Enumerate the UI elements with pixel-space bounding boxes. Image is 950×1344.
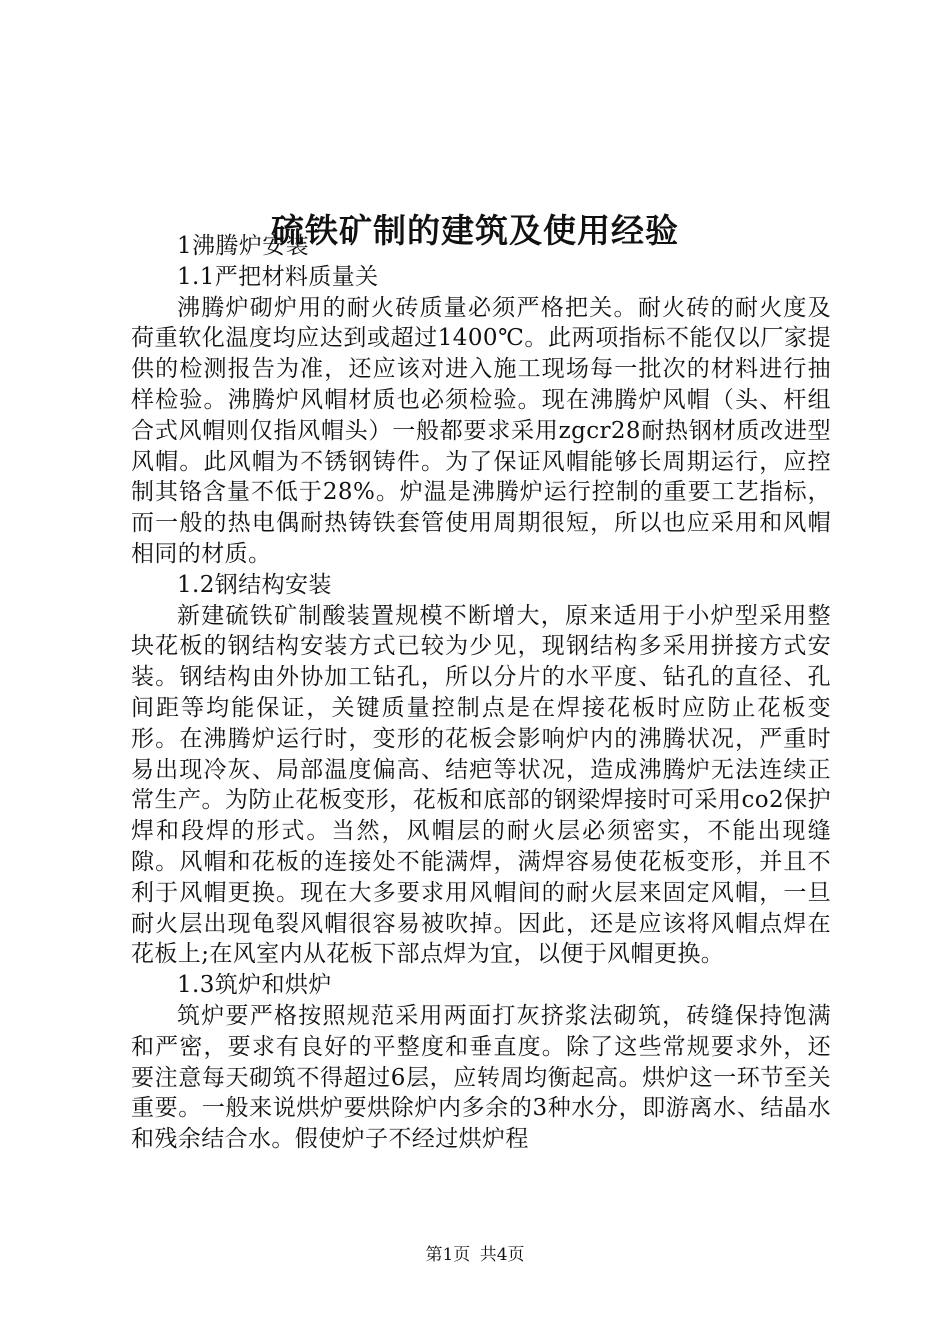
paragraph-1-1: 沸腾炉砌炉用的耐火砖质量必须严格把关。耐火砖的耐火度及荷重软化温度均应达到或超过1400℃。此两项指标不能仅以厂家提供的检测报告为准，还应该对进入施工现场每一批次的材料进行抽样检验。沸腾炉风帽材质也必须检验。现在沸腾炉风帽（头、杆组合式风帽则仅指风帽头）一般都要求采用zgcr28耐热钢材质改进型风帽。此风帽为不锈钢铸件。为了保证风帽能够长周期运行，应控制其铬含量不低于28%。炉温是沸腾炉运行控制的重要工艺指标，而一般的热电偶耐热铸铁套管使用周期很短，所以也应采用和风帽相同的材质。: [131, 294, 831, 567]
section-heading-1-2: 1.2钢结构安装: [177, 571, 332, 598]
document-body: [131, 231, 831, 1155]
section-heading-1: 1沸腾炉安装: [177, 233, 310, 259]
section-heading-1-3: 1.3筑炉和烘炉: [177, 972, 332, 999]
paragraph-1-3: 筑炉要严格按照规范采用两面打灰挤浆法砌筑，砖缝保持饱满和严密，要求有良好的平整度和垂直度。除了这些常规要求外，还要注意每天砌筑不得超过6层，应转周均衡起高。烘炉这一环节至关重要。一般来说烘炉要烘除炉内多余的3种水分，即游离水、结晶水和残余结合水。假使炉子不经过烘炉程: [131, 1002, 831, 1153]
page-number-footer: 第1页 共4页: [425, 1245, 525, 1265]
paragraph-1-2: 新建硫铁矿制酸装置规模不断增大，原来适用于小炉型采用整块花板的钢结构安装方式已较为少见，现钢结构多采用拼接方式安装。钢结构由外协加工钻孔，所以分片的水平度、钻孔的直径、孔间距等均能保证，关键质量控制点是在焊接花板时应防止花板变形。在沸腾炉运行时，变形的花板会影响炉内的沸腾状况，严重时易出现冷灰、局部温度偏高、结疤等状况，造成沸腾炉无法连续正常生产。为防止花板变形，花板和底部的钢梁焊接时可采用co2保护焊和段焊的形式。当然，风帽层的耐火层必须密实，不能出现缝隙。风帽和花板的连接处不能满焊，满焊容易使花板变形，并且不利于风帽更换。现在大多要求用风帽间的耐火层来固定风帽，一旦耐火层出现龟裂风帽很容易被吹掉。因此，还是应该将风帽点焊在花板上;在风室内从花板下部点焊为宜，以便于风帽更换。: [131, 602, 831, 968]
section-heading-1-1: 1.1严把材料质量关: [177, 263, 379, 290]
document-title: 硫铁矿制的建筑及使用经验: [271, 211, 679, 251]
